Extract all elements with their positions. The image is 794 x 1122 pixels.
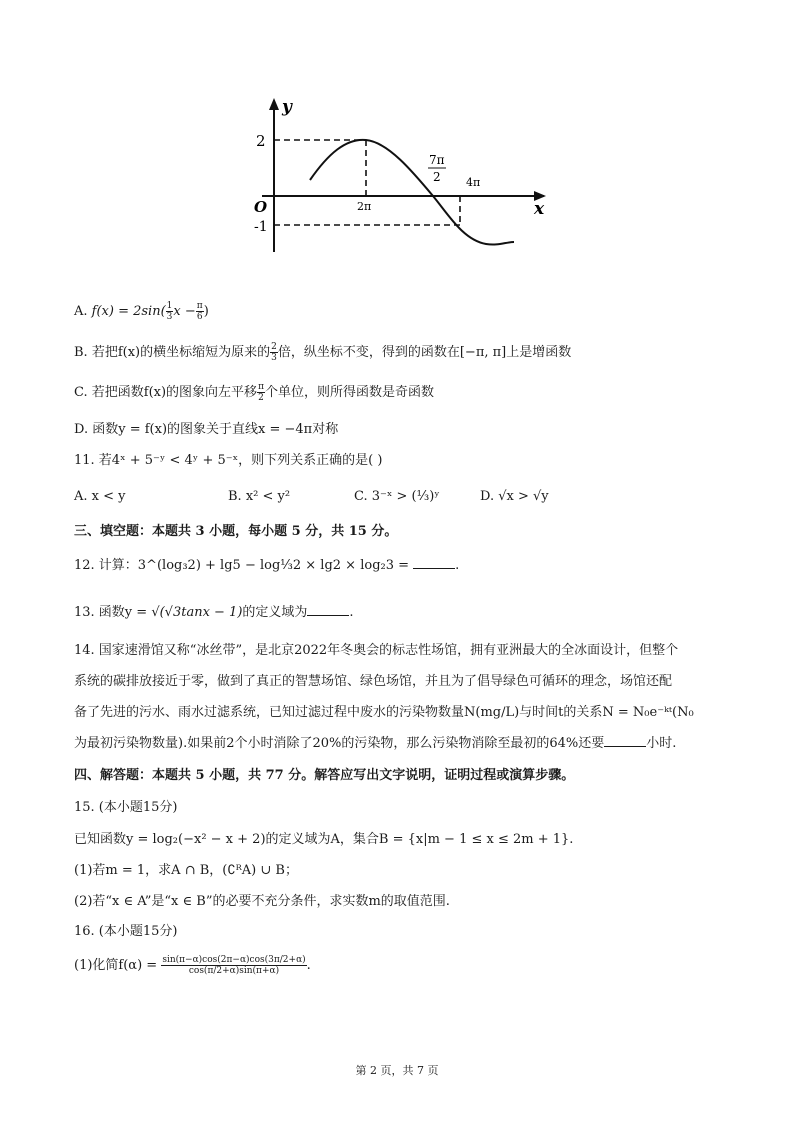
q12-text: 12. 计算：3^(log₃2) + lg5 − log⅓2 × lg2 × log₂3 = [74, 558, 410, 573]
fraction: $\frac{1}{3}$ [166, 301, 173, 322]
q16-end: . [306, 958, 311, 973]
option-text: f(x) = 2sin( [91, 304, 166, 319]
fraction: $\frac{\pi}{6}$ [196, 301, 203, 322]
q16-fraction: $\frac{\sin(\pi-\alpha)\cos(2\pi-\alpha)\cos(3\pi/2+\alpha)}{\cos(\pi/2+\alpha)\sin(\pi+\alpha)}$ [162, 955, 306, 976]
q11-option-b: B. x² < y² [228, 489, 291, 504]
option-text-2: 个单位，则所得函数是奇函数 [264, 385, 434, 400]
answer-blank [413, 556, 455, 569]
option-text-mid: x − [173, 304, 196, 319]
sine-curve [310, 140, 514, 245]
q14-line-1: 14. 国家速滑馆又称“冰丝带”，是北京2022年冬奥会的标志性场馆，拥有亚洲最大的全冰面设计，但整个 [74, 643, 679, 658]
x-tick-7pi-num: 7π [429, 153, 445, 167]
option-text: 若把函数f(x)的图象向左平移 [91, 385, 258, 400]
option-text: 若把f(x)的横坐标缩短为原来的 [91, 345, 271, 360]
answer-blank [604, 734, 646, 747]
q14-text: 为最初污染物数量).如果前2个小时消除了20%的污染物，那么污染物消除至最初的64%还要 [74, 736, 605, 751]
q11-option-d: D. √x > √y [480, 489, 549, 504]
option-label: B. [74, 345, 88, 360]
q13-text: 13. 函数y = [74, 605, 152, 620]
origin-label: O [254, 198, 268, 216]
q15-line-2: (1)若m = 1，求A ∩ B，(∁ᴿA) ∪ B； [74, 863, 298, 878]
q13-sqrt-expr: √(√3tanx − 1) [151, 605, 243, 620]
q12-end: . [455, 558, 460, 573]
q11-option-a: A. x < y [74, 489, 126, 504]
option-label: A. [74, 304, 88, 319]
y-tick-neg1: -1 [254, 219, 268, 235]
fraction: $\frac{2}{3}$ [271, 342, 277, 363]
q16-part-1 [74, 955, 311, 976]
q10-option-c [74, 382, 434, 403]
section-4-heading: 四、解答题：本题共 5 小题，共 77 分。解答应写出文字说明，证明过程或演算步骤。 [74, 768, 575, 783]
q10-option-b [74, 342, 571, 363]
q15-line-1: 已知函数y = log₂(−x² − x + 2)的定义域为A，集合B = {x|m − 1 ≤ x ≤ 2m + 1}. [74, 832, 574, 847]
q11-stem: 11. 若4ˣ + 5⁻ʸ < 4ʸ + 5⁻ˣ，则下列关系正确的是( ) [74, 453, 383, 468]
fraction: $\frac{\pi}{2}$ [258, 382, 264, 403]
q10-option-d [74, 420, 338, 440]
q11-option-c: C. 3⁻ˣ > (⅓)ʸ [354, 489, 440, 504]
page-footer: 第 2 页，共 7 页 [355, 1064, 439, 1077]
option-text-2: 倍，纵坐标不变，得到的函数在[−π, π]上是增函数 [277, 345, 572, 360]
q13-text-2: 的定义域为 [242, 605, 308, 620]
q16-prefix: (1)化简f(α) = [74, 958, 158, 973]
q14-line-3: 备了先进的污水、雨水过滤系统，已知过滤过程中废水的污染物数量N(mg/L)与时间t的关系N = N₀e⁻ᵏᵗ(N₀ [74, 705, 694, 720]
x-axis-label: x [534, 199, 545, 219]
option-label: D. [74, 422, 89, 437]
sine-graph-figure [248, 92, 558, 262]
q11-options [74, 487, 549, 507]
y-tick-2: 2 [256, 132, 266, 150]
q13-end: . [349, 605, 354, 620]
q15-line-3: (2)若“x ∈ A”是“x ∈ B”的必要不充分条件，求实数m的取值范围. [74, 894, 450, 909]
x-tick-4pi: 4π [466, 176, 481, 189]
q16-heading: 16. (本小题15分) [74, 924, 178, 939]
x-tick-2pi: 2π [357, 200, 372, 213]
y-axis-label: y [282, 97, 292, 117]
q14-line-2: 系统的碳排放接近于零，做到了真正的智慧场馆、绿色场馆，并且为了倡导绿色可循环的理念，场馆还配 [74, 674, 673, 689]
option-text-end: ) [203, 304, 209, 319]
q13 [74, 603, 354, 623]
x-tick-7pi-den: 2 [433, 170, 441, 184]
answer-blank [307, 603, 349, 616]
y-axis-arrow [269, 98, 279, 110]
section-3-heading: 三、填空题：本题共 3 小题，每小题 5 分，共 15 分。 [74, 524, 398, 539]
q14-line-4 [74, 734, 676, 754]
q14-end: 小时. [646, 736, 677, 751]
q15-heading: 15. (本小题15分) [74, 800, 178, 815]
option-text: 函数y = f(x)的图象关于直线x = −4π对称 [92, 422, 339, 437]
option-label: C. [74, 385, 88, 400]
q12 [74, 556, 459, 576]
q10-option-a [74, 301, 209, 322]
